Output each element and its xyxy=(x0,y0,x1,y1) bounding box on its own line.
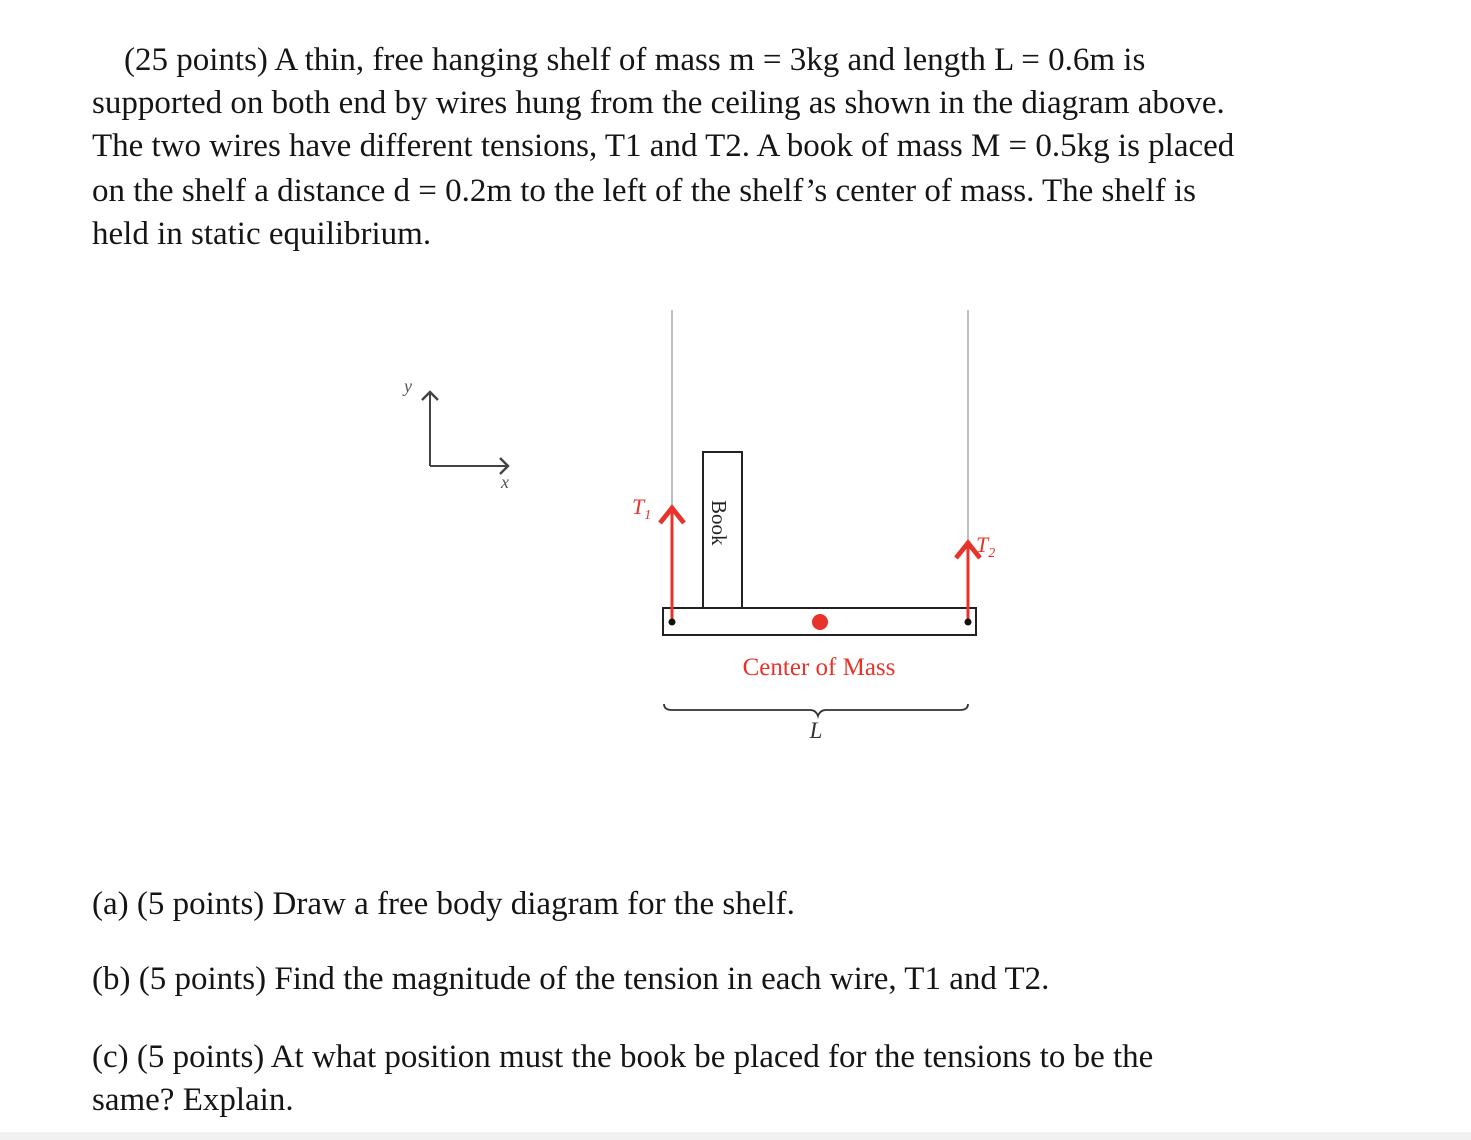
problem-line: The two wires have different tensions, T1 and T2. A book of mass M = 0.5kg is placed xyxy=(92,128,1235,164)
left-attach-point xyxy=(669,619,676,626)
question-c: (c) (5 points) At what position must the book be placed for the tensions to be the xyxy=(92,1039,1154,1075)
t2-label: $T_2$ xyxy=(976,532,996,561)
x-axis-label: x xyxy=(501,472,509,492)
page-bottom-edge xyxy=(0,1132,1471,1140)
problem-line: (25 points) A thin, free hanging shelf of mass m = 3kg and length L = 0.6m is xyxy=(124,42,1146,78)
question-a: (a) (5 points) Draw a free body diagram for the shelf. xyxy=(92,886,795,922)
center-of-mass-label: Center of Mass xyxy=(742,654,896,681)
t1-label: $T_1$ xyxy=(632,494,652,523)
problem-line: supported on both end by wires hung from the ceiling as shown in the diagram above. xyxy=(92,85,1225,121)
problem-line: on the shelf a distance d = 0.2m to the left of the shelf’s center of mass. The shelf is xyxy=(92,173,1196,209)
right-attach-point xyxy=(965,619,972,626)
center-of-mass-dot xyxy=(812,614,828,630)
length-brace xyxy=(664,704,968,716)
length-label: L xyxy=(809,718,823,743)
problem-line: held in static equilibrium. xyxy=(92,216,432,252)
coordinate-axes xyxy=(402,376,509,492)
question-b: (b) (5 points) Find the magnitude of the tension in each wire, T1 and T2. xyxy=(92,961,1050,997)
book-label: Book xyxy=(707,500,731,546)
question-c-continued: same? Explain. xyxy=(92,1082,294,1118)
y-axis-label: y xyxy=(404,376,412,396)
